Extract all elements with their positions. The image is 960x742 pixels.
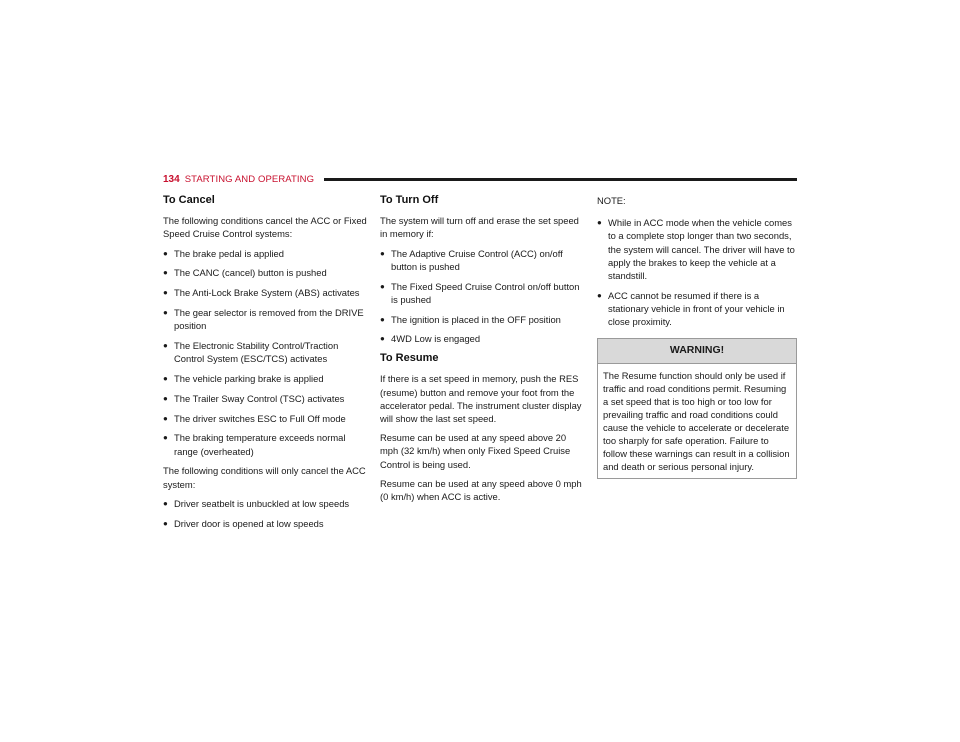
bullet-icon: ●	[380, 248, 385, 258]
turn-off-intro: The system will turn off and erase the set speed in memory if:	[380, 215, 579, 240]
list-item: ● The CANC (cancel) button is pushed	[163, 267, 327, 279]
list-item: ● The driver switches ESC to Full Off mode	[163, 412, 346, 424]
cancel-intro: The following conditions cancel the ACC or Fixed Speed Cruise Control systems:	[163, 215, 367, 240]
bullet-icon: ●	[163, 248, 168, 258]
bullet-icon: ●	[163, 498, 168, 508]
bullet-icon: ●	[380, 281, 385, 291]
section-title: STARTING AND OPERATING	[184, 173, 315, 185]
bullet-icon: ●	[163, 341, 168, 350]
warning-box	[597, 338, 797, 478]
heading-to-cancel: To Cancel	[163, 194, 215, 206]
list-item: ● The Electronic Stability Control/Traction Control System (ESC/TCS) activates	[163, 340, 339, 365]
acc-only-intro: The following conditions will only cancel the ACC system:	[163, 465, 366, 490]
page-header	[163, 172, 797, 186]
list-item: ● The Fixed Speed Cruise Control on/off button is pushed	[380, 280, 580, 305]
bullet-icon: ●	[380, 334, 385, 344]
list-item: ● The ignition is placed in the OFF position	[380, 313, 561, 325]
list-item: ● The Adaptive Cruise Control (ACC) on/off button is pushed	[380, 247, 563, 272]
list-item: ● The Anti-Lock Brake System (ABS) activates	[163, 287, 360, 299]
heading-to-resume: To Resume	[380, 352, 439, 365]
cancel-list	[163, 247, 371, 458]
note-label: NOTE:	[597, 195, 626, 206]
list-item: ● The Trailer Sway Control (TSC) activates	[163, 392, 345, 404]
bullet-icon: ●	[380, 314, 385, 324]
list-item: ● ACC cannot be resumed if there is a stationary vehicle in front of your vehicle in close proximity.	[597, 289, 785, 328]
bullet-icon: ●	[597, 290, 602, 300]
warning-text: The Resume function should only be used if traffic and road conditions permit. Resuming a set speed that is too high or too low for prevailing traffic and road conditions could cause the vehicle to accelerate or decelerate too sharply for safe operation. Failure to follow these warnings can result in a collision and death or serious personal injury.	[603, 369, 790, 472]
list-item: ● 4WD Low is engaged	[380, 333, 481, 345]
note-list	[597, 216, 797, 328]
bullet-icon: ●	[163, 518, 168, 528]
column-note-warning	[597, 194, 797, 479]
bullet-icon: ●	[163, 308, 168, 317]
resume-paragraph-2: Resume can be used at any speed above 20 mph (32 km/h) when only Fixed Speed Cruise Control is being used.	[380, 432, 571, 470]
resume-paragraph-1: If there is a set speed in memory, push the RES (resume) button and remove your foot from the accelerator pedal. The instrument cluster display will show the last set speed.	[380, 373, 582, 425]
acc-only-list	[163, 497, 371, 530]
warning-title: WARNING!	[598, 339, 796, 363]
bullet-icon: ●	[163, 413, 168, 423]
bullet-icon: ●	[163, 268, 168, 278]
list-item: ● The braking temperature exceeds normal range (overheated)	[163, 432, 346, 457]
bullet-icon: ●	[163, 374, 168, 383]
page-number: 134	[163, 173, 180, 185]
list-item: ● Driver door is opened at low speeds	[163, 517, 324, 529]
column-cancel	[163, 194, 371, 536]
list-item: ● Driver seatbelt is unbuckled at low speeds	[163, 497, 350, 509]
bullet-icon: ●	[163, 393, 168, 403]
resume-paragraph-3: Resume can be used at any speed above 0 mph (0 km/h) when ACC is active.	[380, 477, 582, 503]
list-item: ● The gear selector is removed from the DRIVE position	[163, 307, 364, 332]
heading-to-turn-off: To Turn Off	[380, 194, 439, 206]
bullet-icon: ●	[163, 433, 168, 443]
bullet-icon: ●	[163, 288, 168, 298]
list-item: ● The brake pedal is applied	[163, 247, 284, 259]
header-rule	[324, 178, 797, 181]
turn-off-list	[380, 247, 582, 346]
bullet-icon: ●	[597, 218, 602, 228]
list-item: ● The vehicle parking brake is applied	[163, 373, 324, 384]
list-item: ● While in ACC mode when the vehicle comes to a complete stop longer than two seconds, the system will cancel. The driver will have to apply the brakes to keep the vehicle at a standstill.	[597, 217, 795, 282]
column-turn-off-resume	[380, 194, 582, 509]
